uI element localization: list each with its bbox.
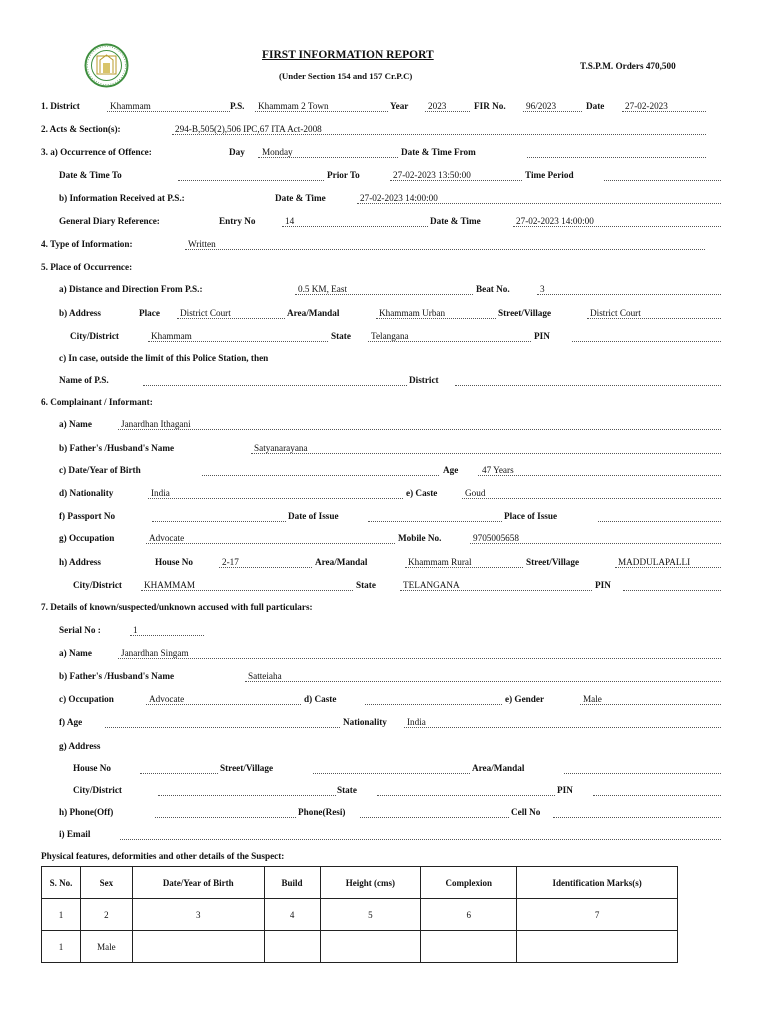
- accused-state-label: State: [337, 785, 357, 795]
- accused-gender-label: e) Gender: [505, 694, 545, 704]
- orders-reference: T.S.P.M. Orders 470,500: [580, 61, 676, 71]
- header-dob: Date/Year of Birth: [132, 867, 264, 899]
- table-cell: 5: [320, 899, 421, 931]
- info-type-value: Written: [188, 239, 216, 249]
- serial-no-value: 1: [133, 625, 138, 635]
- complainant-area-label: Area/Mandal: [315, 557, 368, 567]
- complainant-father-value: Satyanarayana: [254, 443, 308, 453]
- physical-features-table: [41, 866, 678, 963]
- complainant-pin-label: PIN: [595, 580, 611, 590]
- house-no-value: 2-17: [222, 557, 239, 567]
- occurrence-label: 3. a) Occurrence of Offence:: [41, 147, 152, 157]
- ps-label: P.S.: [230, 101, 245, 111]
- complainant-city-label: City/District: [73, 580, 122, 590]
- passport-label: f) Passport No: [59, 511, 116, 521]
- accused-nationality-value: India: [407, 717, 426, 727]
- header-identification-marks: Identification Marks(s): [517, 867, 678, 899]
- email-label: i) Email: [59, 829, 91, 839]
- entry-no-label: Entry No: [219, 216, 256, 226]
- cell-no-label: Cell No: [511, 807, 541, 817]
- accused-name-value: Janardhan Singam: [121, 648, 189, 658]
- beat-value: 3: [540, 284, 545, 294]
- info-received-label: b) Information Received at P.S.:: [59, 193, 185, 203]
- beat-label: Beat No.: [476, 284, 510, 294]
- fir-label: FIR No.: [474, 101, 506, 111]
- physical-features-label: Physical features, deformities and other details of the Suspect:: [41, 851, 285, 861]
- accused-name-label: a) Name: [59, 648, 92, 658]
- serial-no-label: Serial No :: [59, 625, 101, 635]
- complainant-caste-label: e) Caste: [406, 488, 438, 498]
- complainant-dob-label: c) Date/Year of Birth: [59, 465, 141, 475]
- gd-reference-label: General Diary Reference:: [59, 216, 160, 226]
- table-row: [42, 931, 678, 963]
- table-cell: 7: [517, 899, 678, 931]
- dt-to-label: Date & Time To: [59, 170, 122, 180]
- table-row: [42, 899, 678, 931]
- street-village-label: Street/Village: [498, 308, 552, 318]
- table-cell: 6: [421, 899, 517, 931]
- city-district-value: Khammam: [151, 331, 192, 341]
- state-value: Telangana: [371, 331, 409, 341]
- table-cell: [320, 931, 421, 963]
- table-cell: Male: [80, 931, 132, 963]
- accused-address-label: g) Address: [59, 741, 101, 751]
- complainant-father-label: b) Father's /Husband's Name: [59, 443, 175, 453]
- house-no-label: House No: [155, 557, 194, 567]
- city-district-label: City/District: [70, 331, 119, 341]
- accused-nationality-label: Nationality: [343, 717, 387, 727]
- ps-value: Khammam 2 Town: [258, 101, 329, 111]
- table-cell: 4: [264, 899, 320, 931]
- place-of-issue-label: Place of Issue: [504, 511, 558, 521]
- table-cell: [132, 931, 264, 963]
- accused-caste-label: d) Caste: [304, 694, 337, 704]
- header-build: Build: [264, 867, 320, 899]
- complainant-label: 6. Complainant / Informant:: [41, 397, 153, 407]
- accused-city-label: City/District: [73, 785, 122, 795]
- table-cell: 3: [132, 899, 264, 931]
- table-cell: [517, 931, 678, 963]
- date-of-issue-label: Date of Issue: [288, 511, 339, 521]
- info-dt-label: Date & Time: [275, 193, 326, 203]
- accused-house-label: House No: [73, 763, 112, 773]
- table-cell: [264, 931, 320, 963]
- complainant-address-label: h) Address: [59, 557, 101, 567]
- table-cell: 1: [42, 931, 81, 963]
- complainant-nationality-label: d) Nationality: [59, 488, 114, 498]
- dt-from-label: Date & Time From: [401, 147, 476, 157]
- distance-value: 0.5 KM, East: [298, 284, 347, 294]
- accused-pin-label: PIN: [557, 785, 573, 795]
- header-height: Height (cms): [320, 867, 421, 899]
- district-value: Khammam: [110, 101, 151, 111]
- complainant-street-value: MADDULAPALLI: [618, 557, 691, 567]
- table-cell: 2: [80, 899, 132, 931]
- accused-street-label: Street/Village: [220, 763, 274, 773]
- street-village-value: District Court: [590, 308, 641, 318]
- fir-value: 96/2023: [526, 101, 557, 111]
- accused-father-label: b) Father's /Husband's Name: [59, 671, 175, 681]
- header-complexion: Complexion: [421, 867, 517, 899]
- outside-limit-label: c) In case, outside the limit of this Police Station, then: [59, 353, 269, 363]
- accused-area-label: Area/Mandal: [472, 763, 525, 773]
- complainant-city-value: KHAMMAM: [144, 580, 196, 590]
- complainant-street-label: Street/Village: [526, 557, 580, 567]
- accused-occupation-value: Advocate: [149, 694, 185, 704]
- ps-name-label: Name of P.S.: [59, 375, 109, 385]
- accused-gender-value: Male: [583, 694, 602, 704]
- prior-value: 27-02-2023 13:50:00: [393, 170, 471, 180]
- state-label: State: [331, 331, 351, 341]
- complainant-area-value: Khammam Rural: [408, 557, 472, 567]
- header-sex: Sex: [80, 867, 132, 899]
- state-emblem-logo: [84, 43, 129, 88]
- info-dt-value: 27-02-2023 14:00:00: [360, 193, 438, 203]
- complainant-state-value: TELANGANA: [403, 580, 460, 590]
- prior-label: Prior To: [327, 170, 360, 180]
- complainant-age-value: 47 Years: [482, 465, 514, 475]
- complainant-state-label: State: [356, 580, 376, 590]
- accused-age-label: f) Age: [59, 717, 83, 727]
- pin-label: PIN: [534, 331, 550, 341]
- accused-occupation-label: c) Occupation: [59, 694, 114, 704]
- accused-father-value: Satteiaha: [248, 671, 282, 681]
- complainant-age-label: Age: [443, 465, 459, 475]
- year-label: Year: [390, 101, 409, 111]
- header-sno: S. No.: [42, 867, 81, 899]
- place-label: Place: [139, 308, 160, 318]
- info-type-label: 4. Type of Information:: [41, 239, 133, 249]
- acts-value: 294-B,505(2),506 IPC,67 ITA Act-2008: [175, 124, 322, 134]
- complainant-name-label: a) Name: [59, 419, 92, 429]
- distance-label: a) Distance and Direction From P.S.:: [59, 284, 203, 294]
- complainant-name-value: Janardhan Ithagani: [121, 419, 191, 429]
- date-value: 27-02-2023: [625, 101, 668, 111]
- phone-resi-label: Phone(Resi): [298, 807, 346, 817]
- mobile-value: 9705005658: [473, 533, 519, 543]
- phone-off-label: h) Phone(Off): [59, 807, 114, 817]
- complainant-occupation-label: g) Occupation: [59, 533, 115, 543]
- mobile-label: Mobile No.: [398, 533, 442, 543]
- day-value: Monday: [262, 147, 293, 157]
- outside-district-label: District: [409, 375, 439, 385]
- place-of-occurrence-label: 5. Place of Occurrence:: [41, 262, 133, 272]
- acts-label: 2. Acts & Section(s):: [41, 124, 121, 134]
- table-cell: 1: [42, 899, 81, 931]
- gd-dt-value: 27-02-2023 14:00:00: [516, 216, 594, 226]
- complainant-occupation-value: Advocate: [149, 533, 185, 543]
- gd-dt-label: Date & Time: [430, 216, 481, 226]
- day-label: Day: [229, 147, 245, 157]
- report-subtitle: (Under Section 154 and 157 Cr.P.C): [279, 71, 413, 81]
- complainant-nationality-value: India: [151, 488, 170, 498]
- district-label: 1. District: [41, 101, 80, 111]
- year-value: 2023: [428, 101, 447, 111]
- complainant-caste-value: Goud: [465, 488, 486, 498]
- report-title: FIRST INFORMATION REPORT: [262, 49, 434, 61]
- accused-details-label: 7. Details of known/suspected/unknown accused with full particulars:: [41, 602, 313, 612]
- time-period-label: Time Period: [525, 170, 574, 180]
- place-value: District Court: [180, 308, 231, 318]
- table-cell: [421, 931, 517, 963]
- area-mandal-value: Khammam Urban: [379, 308, 446, 318]
- date-label: Date: [586, 101, 605, 111]
- entry-no-value: 14: [285, 216, 295, 226]
- area-mandal-label: Area/Mandal: [287, 308, 340, 318]
- address-label: b) Address: [59, 308, 101, 318]
